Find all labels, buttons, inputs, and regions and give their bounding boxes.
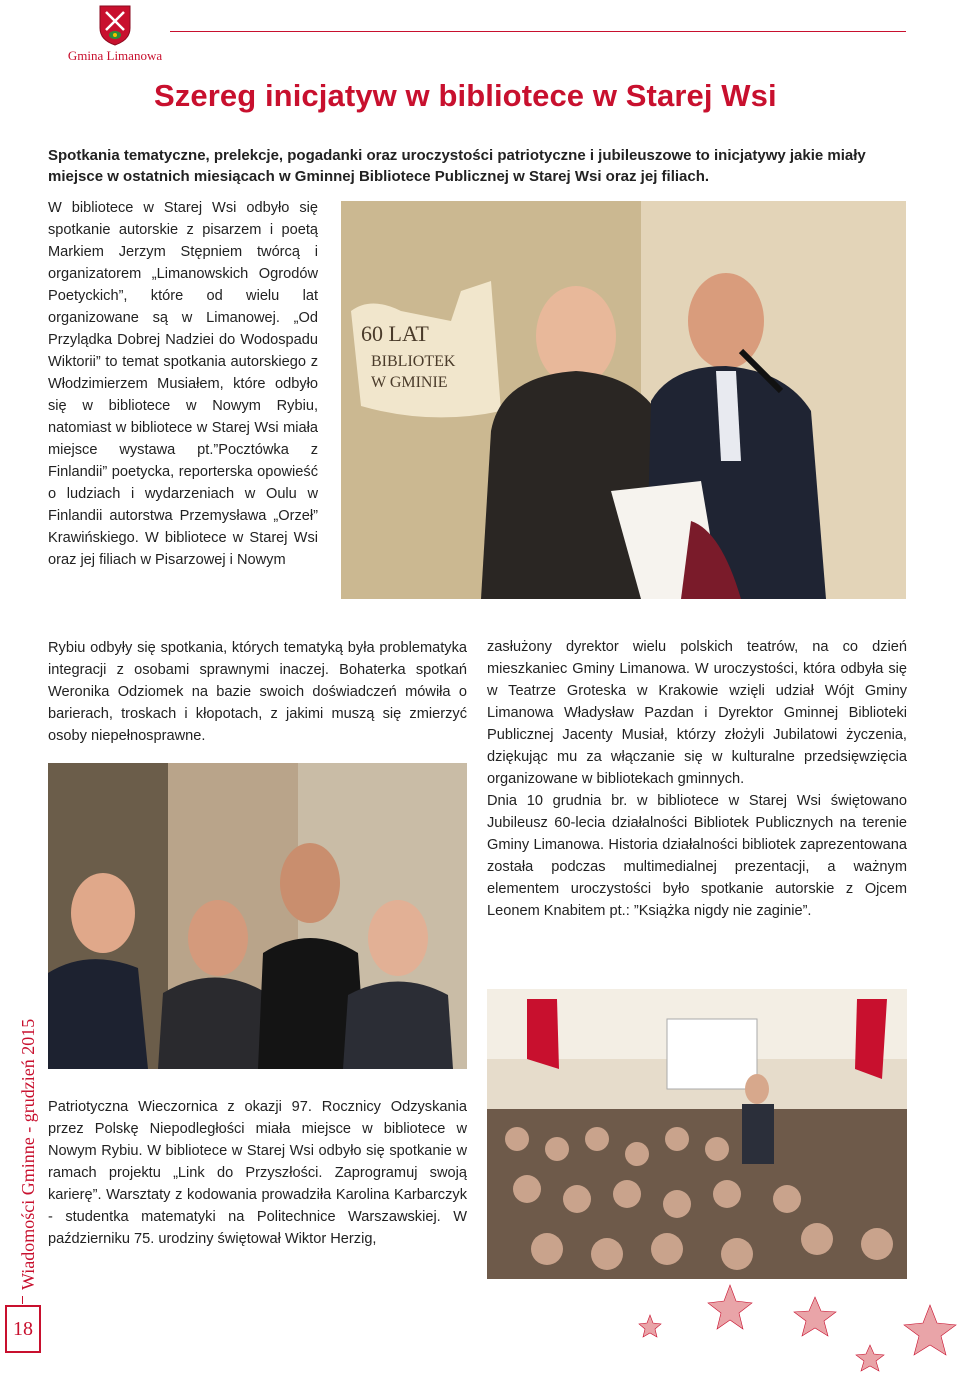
svg-text:60 LAT: 60 LAT <box>361 321 429 346</box>
photo-group-portrait <box>48 763 467 1069</box>
star-icon <box>794 1297 836 1336</box>
photo-audience <box>487 989 907 1279</box>
lead-paragraph: Spotkania tematyczne, prelekcje, pogadanki oraz uroczystości patriotyczne i jubileuszowe to inicjatywy jakie miały miejsce w ostatnich miesiącach w Gminnej Bibliotece Publicznej w Starej Wsi oraz jej filiach. <box>48 147 866 185</box>
star-icon <box>904 1305 956 1355</box>
article-title: Szereg inicjatyw w bibliotece w Starej Wsi <box>154 78 777 113</box>
header-rule <box>170 31 906 32</box>
article-paragraph-5: Patriotyczna Wieczornica z okazji 97. Rocznicy Odzyskania przez Polskę Niepodległości miała miejsce w bibliotece w Nowym Rybiu. W bibliotece w Starej Wsi odbyło się spotkanie w ramach projektu „Link do Przyszłości. Zaprogramuj swoją karierę”. Warsztaty z kodowania prowadziła Karolina Karbarczyk - studentka matematyki na Politechnice Warszawskiej. W październiku 75. urodziny świętował Wiktor Herzig, <box>48 1099 467 1247</box>
decorative-stars <box>600 1275 960 1379</box>
star-icon <box>708 1285 752 1329</box>
page-number-box <box>5 1305 41 1353</box>
page-number: 18 <box>13 1318 33 1340</box>
article-paragraph-3: zasłużony dyrektor wielu polskich teatrów, na co dzień mieszkaniec Gminy Limanowa. W uroczystości, która odbyła się w Teatrze Groteska w Krakowie wzięli udział Wójt Gminy Limanowa Władysław Pazdan i Dyrektor Gminnej Biblioteki Publicznej Jacenty Musiał, którzy złożyli Jubilatowi życzenia, dziękując mu za włączanie się w kulturalne przedsięwzięcia organizowane w bibliotekach gminnych. <box>487 639 907 787</box>
gmina-logo <box>60 4 170 70</box>
article-column-right <box>487 636 907 922</box>
svg-text:BIBLIOTEK: BIBLIOTEK <box>371 353 456 370</box>
sidebar-rule <box>22 1296 23 1304</box>
article-paragraph-2: Rybiu odbyły się spotkania, których tematyką była problematyka integracji z osobami sprawnymi inaczej. Bohaterka spotkań Weronika Odziomek na bazie swoich doświadczeń mówiła o barierach, troskach i kłopotach, z jakimi muszą się zmierzyć osoby niepełnosprawne. <box>48 640 467 744</box>
coat-of-arms-icon <box>98 4 132 46</box>
star-icon <box>856 1345 884 1371</box>
issue-label: Wiadomości Gminne - grudzień 2015 <box>18 1018 38 1290</box>
svg-text:W GMINIE: W GMINIE <box>371 374 448 391</box>
photo-author-meeting <box>341 201 906 599</box>
logo-text: Gmina Limanowa <box>67 48 163 63</box>
article-paragraph-4: Dnia 10 grudnia br. w bibliotece w Starej Wsi świętowano Jubileusz 60-lecia działalności Bibliotek Publicznych na terenie Gminy Limanowa. Historia działalności bibliotek zaprezentowana została podczas multimedialnej prezentacji, a ważnym elementem uroczystości było spotkanie autorskie z Ojcem Leonem Knabitem pt.: ”Książka nigdy nie zaginie”. <box>487 793 907 919</box>
article-paragraph-1: W bibliotece w Starej Wsi odbyło się spotkanie autorskie z pisarzem i poetą Markiem Jerzym Stępniem twórcą i organizatorem „Limanowskich Ogrodów Poetyckich”, które od wielu lat organizowane są w Limanowej. „Od Przylądka Dobrej Nadziei do Wodospadu Wiktorii” to temat spotkania autorskiego z Włodzimierzem Musiałem, które odbyło się w bibliotece w Nowym Rybiu, natomiast w bibliotece w Starej Wsi miała miejsce wystawa pt.”Pocztówka z Finlandii” poetycka, reporterska opowieść o ludziach i wydarzeniach w Oulu w Finlandii autorstwa Przemysława „Orzeł” Krawińskiego. W bibliotece w Starej Wsi oraz jej filiach w Pisarzowej i Nowym <box>48 200 318 568</box>
star-icon <box>639 1315 661 1337</box>
